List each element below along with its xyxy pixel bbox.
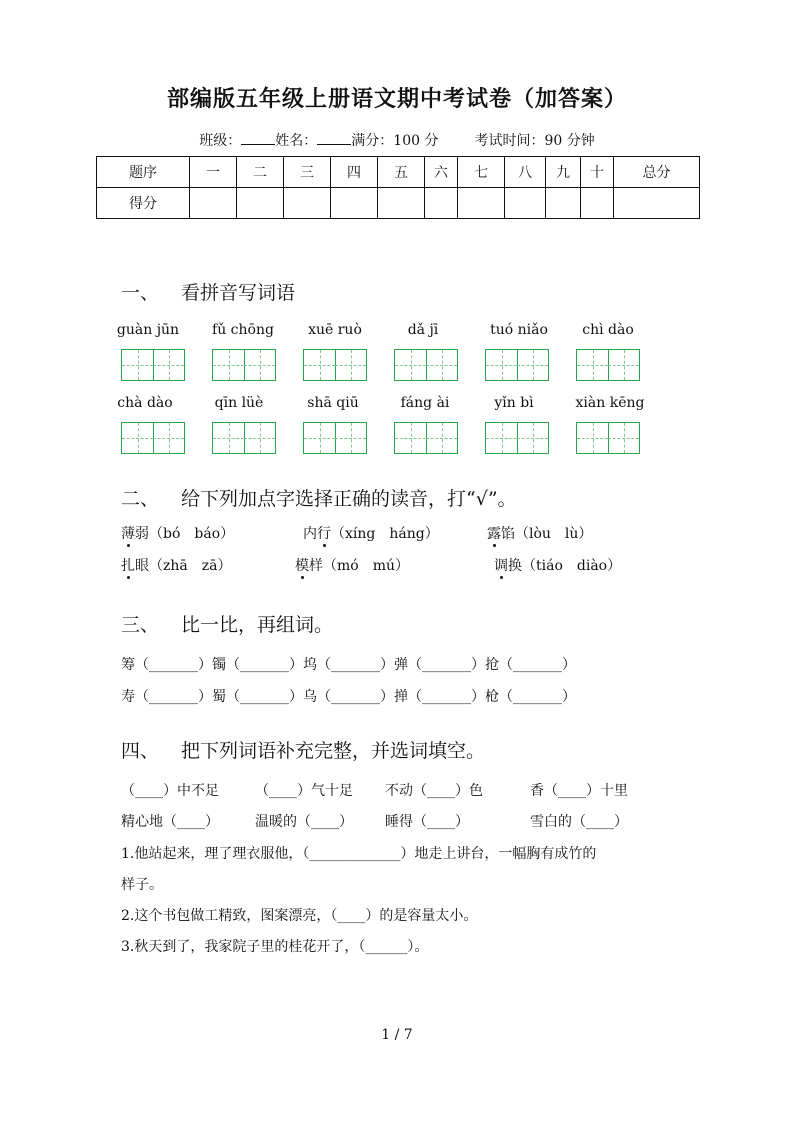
writing-grid[interactable] [303, 349, 367, 381]
score-header-cell: 一 [190, 157, 237, 188]
page-title: 部编版五年级上册语文期中考试卷（加答案） [166, 86, 627, 112]
pinyin-1: guàn jūn [116, 322, 180, 338]
score-cell[interactable] [581, 188, 614, 219]
writing-grid[interactable] [485, 349, 549, 381]
section-4-heading [121, 736, 485, 763]
exam-info [0, 130, 794, 150]
pinyin-9: shā qiū [307, 395, 359, 411]
dotted-char: 露 [487, 526, 501, 542]
phrase-item: 睡得（____） [385, 814, 469, 830]
reading-item: 露馅（lòu lù） [487, 526, 593, 542]
reading-item: 内行（xíng háng） [303, 526, 439, 542]
writing-grid[interactable] [394, 422, 458, 454]
section-2-heading [121, 484, 517, 511]
idiom-item: 不动（____）色 [385, 783, 483, 799]
dotted-char: 模 [295, 558, 309, 574]
reading-item: 薄弱（bó báo） [121, 526, 235, 542]
score-header-cell: 七 [458, 157, 505, 188]
idiom-item: （____）中不足 [121, 783, 219, 799]
pinyin-2: fǔ chōng [212, 322, 274, 338]
section-1-heading [121, 278, 295, 305]
score-header-cell: 五 [378, 157, 425, 188]
pinyin-8: qīn lüè [214, 395, 264, 411]
name-blank [317, 132, 351, 145]
writing-grid[interactable] [212, 422, 276, 454]
writing-grid[interactable] [121, 422, 185, 454]
section-1-number: 一、 [121, 282, 160, 304]
score-table-score-row [97, 188, 700, 219]
score-header-cell: 三 [284, 157, 331, 188]
class-blank [241, 132, 275, 145]
score-header-cell: 六 [425, 157, 458, 188]
score-cell[interactable] [190, 188, 237, 219]
score-header-cell: 二 [237, 157, 284, 188]
phrase-item: 雪白的（____） [530, 814, 628, 830]
writing-grid[interactable] [576, 422, 640, 454]
pinyin-4: dǎ jī [407, 322, 439, 338]
reading-item: 模样（mó mú） [295, 558, 409, 574]
pinyin-3: xuē ruò [308, 322, 362, 338]
score-cell[interactable] [546, 188, 581, 219]
pinyin-6: chì dào [582, 322, 634, 338]
dotted-char: 行 [317, 526, 331, 542]
class-label: 班级： [199, 133, 242, 149]
dotted-char: 调 [494, 558, 508, 574]
writing-grid[interactable] [212, 349, 276, 381]
writing-grid[interactable] [576, 349, 640, 381]
pinyin-5: tuó niǎo [490, 322, 548, 338]
section-4-number: 四、 [121, 740, 160, 762]
writing-grid[interactable] [394, 349, 458, 381]
question-1-cont: 样子。 [121, 877, 163, 893]
question-2: 2.这个书包做工精致，图案漂亮，（____）的是容量太小。 [121, 908, 478, 924]
pinyin-7: chà dào [117, 395, 173, 411]
score-cell[interactable] [378, 188, 425, 219]
phrase-item: 温暖的（____） [255, 814, 353, 830]
score-cell[interactable] [614, 188, 700, 219]
score-cell[interactable] [505, 188, 546, 219]
idiom-item: （____）气十足 [255, 783, 353, 799]
writing-grid[interactable] [121, 349, 185, 381]
score-header-cell: 四 [331, 157, 378, 188]
question-3: 3.秋天到了，我家院子里的桂花开了，（______）。 [121, 939, 429, 955]
section-3-heading [121, 610, 333, 637]
score-cell[interactable] [331, 188, 378, 219]
score-cell[interactable] [284, 188, 331, 219]
reading-item: 扎眼（zhā zā） [121, 558, 232, 574]
section-1-title: 看拼音写词语 [181, 282, 296, 304]
name-label: 姓名： [275, 133, 318, 149]
score-header-cell: 八 [505, 157, 546, 188]
section-4-title: 把下列词语补充完整，并选词填空。 [181, 740, 486, 762]
exam-time: 考试时间：90 分钟 [474, 133, 595, 149]
compare-row-1: 筹（_______）镯（_______）坞（_______）弹（_______）抢（_______） [121, 657, 576, 673]
score-cell[interactable] [425, 188, 458, 219]
full-score: 满分：100 分 [351, 133, 439, 149]
dotted-char: 薄 [121, 526, 135, 542]
phrase-item: 精心地（____） [121, 814, 219, 830]
score-header-cell: 总分 [614, 157, 700, 188]
score-table-header-row [97, 157, 700, 188]
compare-row-2: 寿（_______）蜀（_______）乌（_______）掸（_______）枪（_______） [121, 689, 576, 705]
pinyin-11: yǐn bì [494, 395, 534, 411]
pinyin-12: xiàn kēng [575, 395, 645, 411]
page-number: 1 / 7 [381, 1027, 413, 1043]
idiom-item: 香（____）十里 [530, 783, 628, 799]
dotted-char: 扎 [121, 558, 135, 574]
score-header-cell: 九 [546, 157, 581, 188]
writing-grid[interactable] [485, 422, 549, 454]
score-header-cell: 题序 [97, 157, 190, 188]
pinyin-10: fáng ài [400, 395, 450, 411]
section-2-title: 给下列加点字选择正确的读音，打“√”。 [181, 488, 517, 510]
reading-item: 调换（tiáo diào） [494, 558, 622, 574]
score-header-cell: 十 [581, 157, 614, 188]
section-3-number: 三、 [121, 614, 160, 636]
question-1: 1.他站起来，理了理衣服他，（_____________）地走上讲台，一幅胸有成竹的 [121, 846, 597, 862]
score-cell[interactable] [237, 188, 284, 219]
writing-grid[interactable] [303, 422, 367, 454]
section-2-number: 二、 [121, 488, 160, 510]
score-table [96, 156, 700, 219]
score-row-label: 得分 [97, 188, 190, 219]
score-cell[interactable] [458, 188, 505, 219]
section-3-title: 比一比，再组词。 [181, 614, 334, 636]
